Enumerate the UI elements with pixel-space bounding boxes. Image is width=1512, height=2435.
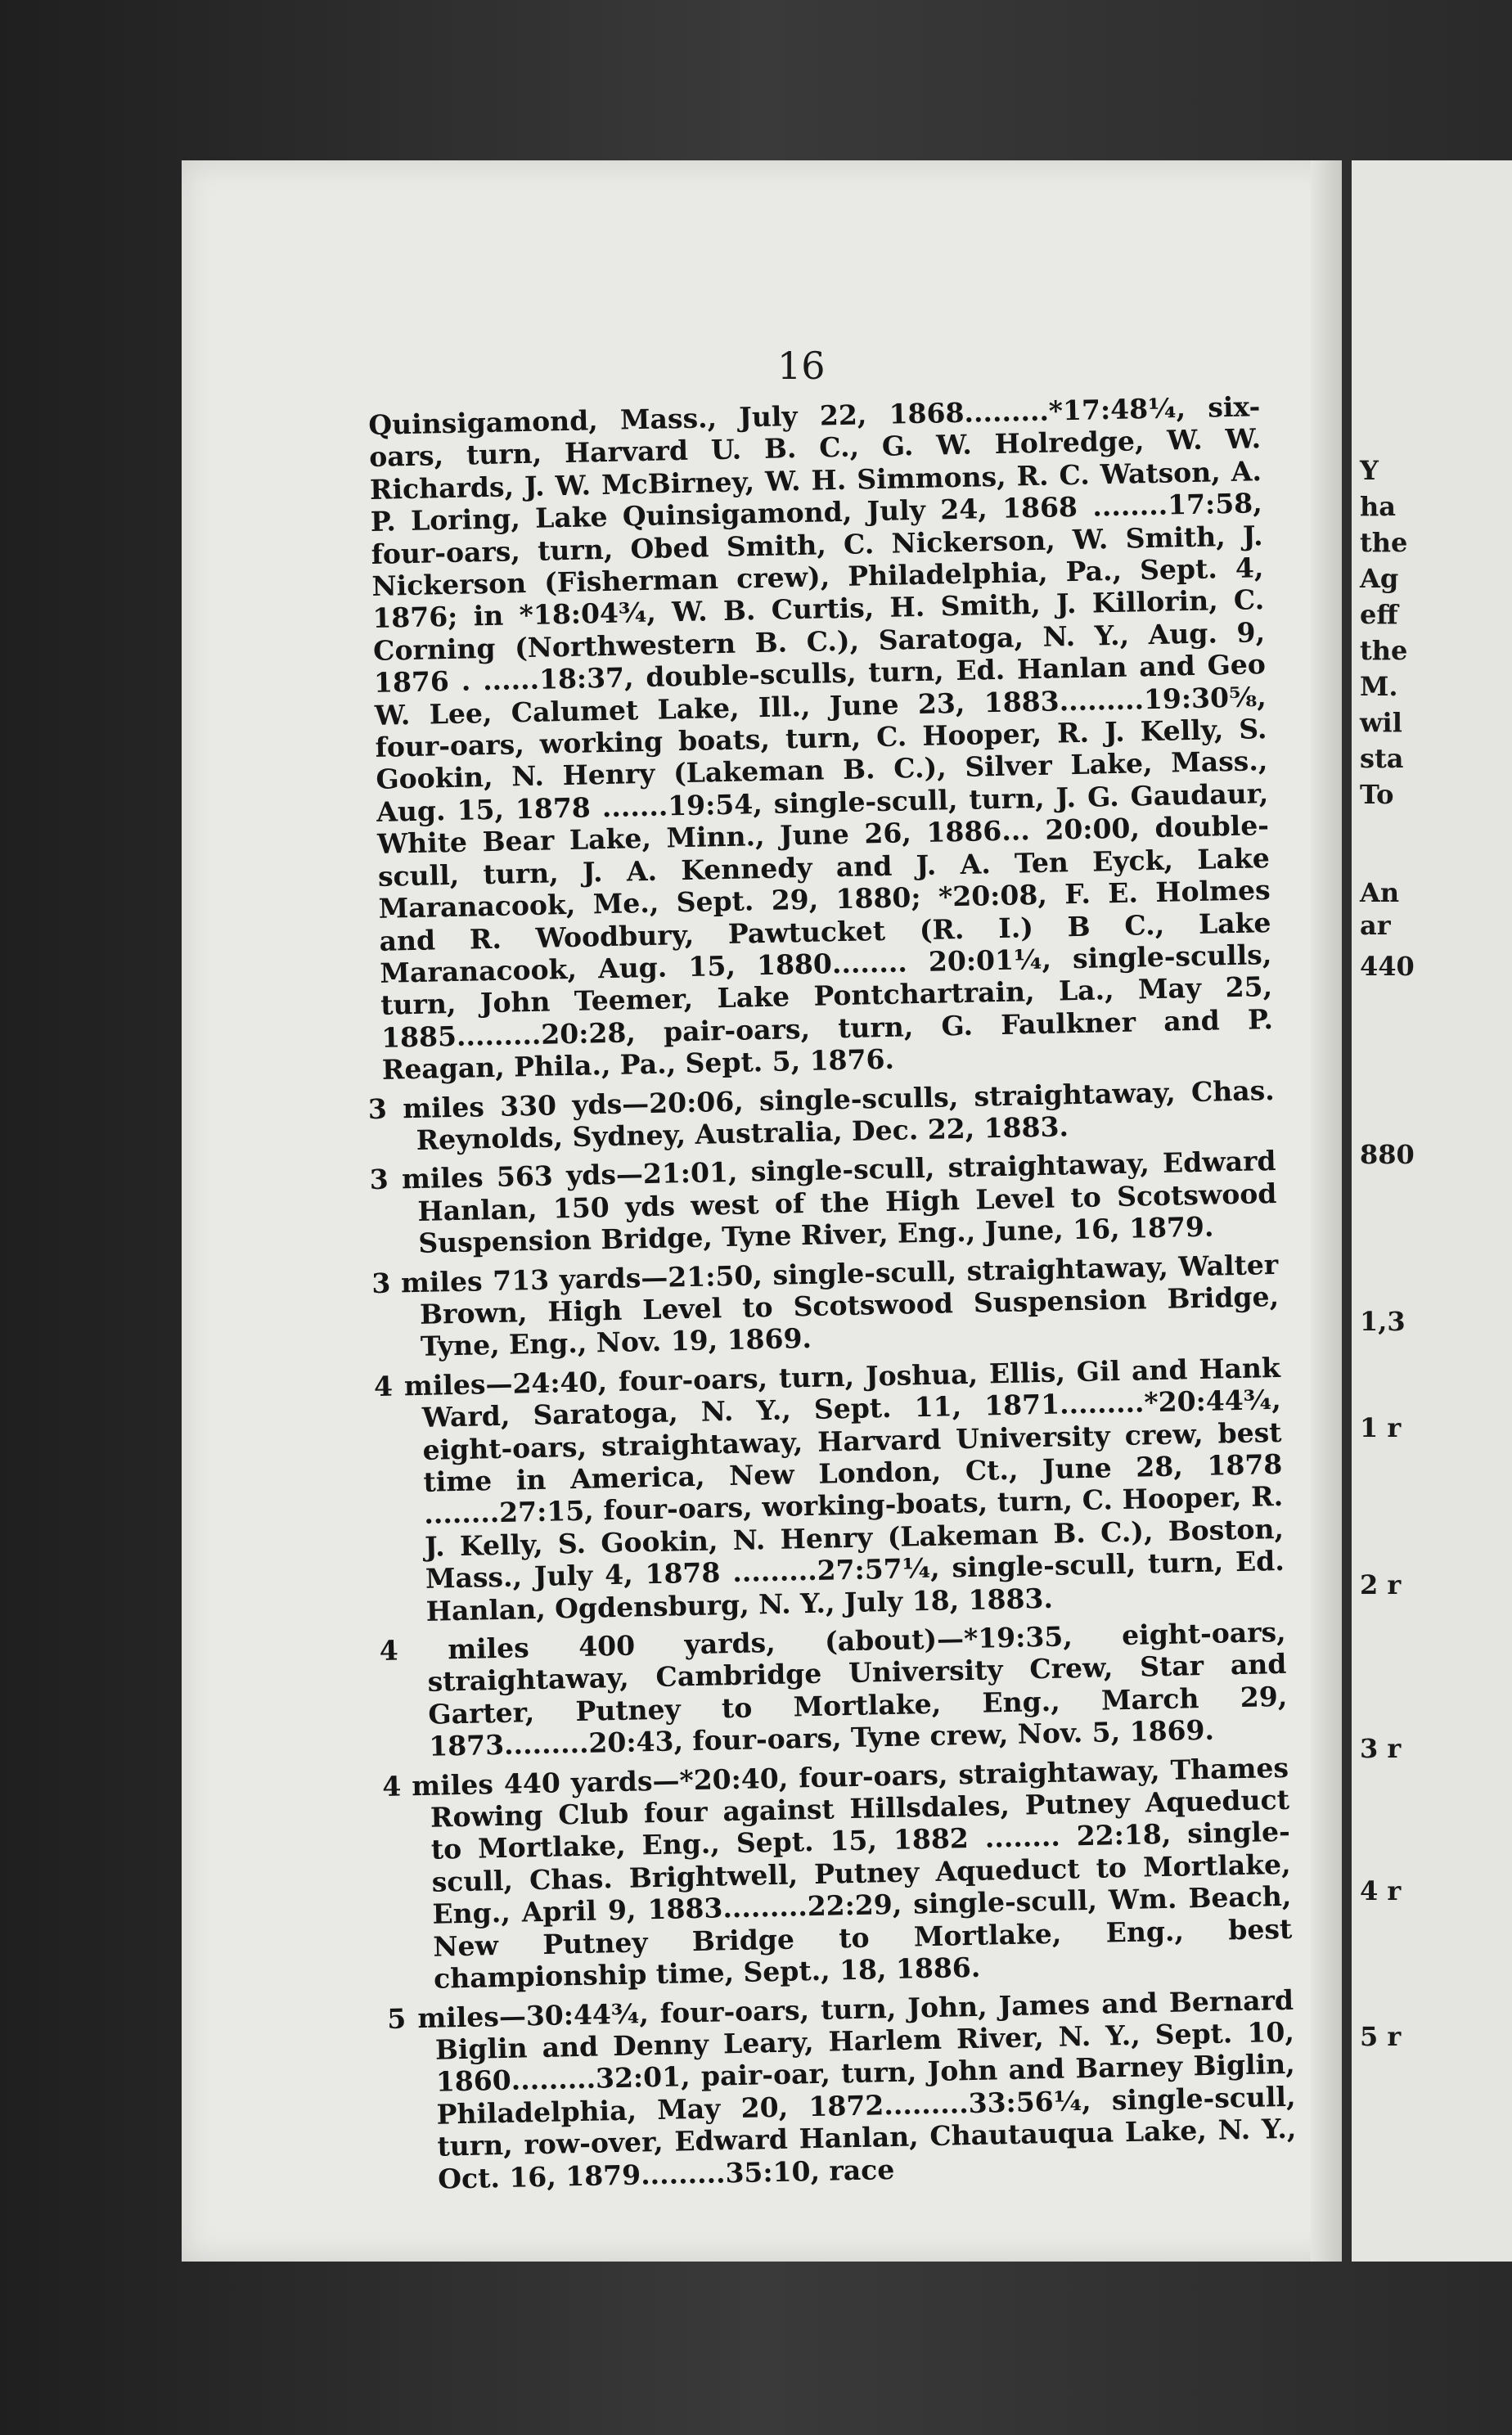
- facing-page-fragment: the: [1360, 635, 1408, 666]
- records-text-block: [368, 390, 1298, 2202]
- record-entry: 4 miles—24:40, four-oars, turn, Joshua, Ellis, Gil and Hank Ward, Saratoga, N. Y., Sept. 11, 1871.........*20:44¾, eight-oars, straightaway, Harvard University crew, best time in America, New London, Ct., June 28, 1878 ........27:15, four-oars, working-boats, turn, C. Hooper, R. J. Kelly, S. Gookin, N. Henry (Lakeman B. C.), Boston, Mass., July 4, 1878 .........27:57¼, single-scull, turn, Ed. Hanlan, Ogdensburg, N. Y., July 18, 1883.: [373, 1351, 1285, 1627]
- facing-page-fragment: 440: [1360, 951, 1415, 982]
- page-number: 16: [777, 344, 826, 388]
- facing-page-fragment: 880: [1360, 1139, 1415, 1170]
- facing-page-fragment: 4 r: [1360, 1875, 1402, 1906]
- facing-page-fragment: 1 r: [1360, 1412, 1402, 1443]
- record-entry: Quinsigamond, Mass., July 22, 1868.........*17:48¼, six-oars, turn, Harvard U. B. C., G. W. Holredge, W. W. Richards, J. W. McBirney, W. H. Simmons, R. C. Watson, A. P. Loring, Lake Quinsigamond, July 24, 1868 ........17:58, four-oars, turn, Obed Smith, C. Nickerson, W. Smith, J. Nickerson (Fisherman crew), Philadelphia, Pa., Sept. 4, 1876; in *18:04¾, W. B. Curtis, H. Smith, J. Killorin, C. Corning (Northwestern B. C.), Saratoga, N. Y., Aug. 9, 1876 . ......18:37, double-sculls, turn, Ed. Hanlan and Geo W. Lee, Calumet Lake, Ill., June 23, 1883.........19:30⅝, four-oars, working boats, turn, C. Hooper, R. J. Kelly, S. Gookin, N. Henry (Lakeman B. C.), Silver Lake, Mass., Aug. 15, 1878 .......19:54, single-scull, turn, J. G. Gaudaur, White Bear Lake, Minn., June 26, 1886... 20:00, double-scull, turn, J. A. Kennedy and J. A. Ten Eyck, Lake Maranacook, Me., Sept. 29, 1880; *20:08, F. E. Holmes and R. Woodbury, Pawtucket (R. I.) B C., Lake Maranacook, Aug. 15, 1880........ 20:01¼, single-sculls, turn, John Teemer, Lake Pontchartrain, La., May 25, 1885.........20:28, pair-oars, turn, G. Faulkner and P. Reagan, Phila., Pa., Sept. 5, 1876.: [368, 390, 1274, 1086]
- right-facing-page: [1352, 160, 1512, 2262]
- record-entry: 3 miles 563 yds—21:01, single-scull, straightaway, Edward Hanlan, 150 yds west of the High Level to Scotswood Suspension Bridge, Tyne River, Eng., June, 16, 1879.: [369, 1145, 1277, 1260]
- facing-page-fragment: 2 r: [1360, 1569, 1402, 1600]
- facing-page-fragment: Ag: [1360, 563, 1399, 594]
- facing-page-fragment: 5 r: [1360, 2021, 1402, 2052]
- record-entry: 4 miles 440 yards—*20:40, four-oars, straightaway, Thames Rowing Club four against Hillsdales, Putney Aqueduct to Mortlake, Eng., Sept. 15, 1882 ........ 22:18, single-scull, Chas. Brightwell, Putney Aqueduct to Mortlake, Eng., April 9, 1883.........22:29, single-scull, Wm. Beach, New Putney Bridge to Mortlake, Eng., best championship time, Sept., 18, 1886.: [381, 1751, 1293, 1995]
- facing-page-fragment: ha: [1360, 491, 1396, 522]
- facing-page-fragment: eff: [1360, 599, 1398, 630]
- facing-page-fragment: 1,3: [1360, 1306, 1406, 1337]
- facing-page-fragment: M.: [1360, 671, 1398, 702]
- facing-page-fragment: sta: [1360, 743, 1404, 774]
- facing-page-fragment: ar: [1360, 910, 1391, 941]
- facing-page-fragment: the: [1360, 527, 1408, 558]
- record-entry: 3 miles 713 yards—21:50, single-scull, straightaway, Walter Brown, High Level to Scotswood Suspension Bridge, Tyne, Eng., Nov. 19, 1869.: [371, 1248, 1280, 1363]
- record-entry: 4 miles 400 yards, (about)—*19:35, eight-oars, straightaway, Cambridge University Crew, Star and Garter, Putney to Mortlake, Eng., March 29, 1873.........20:43, four-oars, Tyne crew, Nov. 5, 1869.: [379, 1615, 1288, 1763]
- record-entry: 5 miles—30:44¾, four-oars, turn, John, James and Bernard Biglin and Denny Leary, Harlem River, N. Y., Sept. 10, 1860.........32:01, pair-oar, turn, John and Barney Biglin, Philadelphia, May 20, 1872.........33:56¼, single-scull, turn, row-over, Edward Hanlan, Chautauqua Lake, N. Y., Oct. 16, 1879.........35:10, race: [386, 1983, 1297, 2195]
- page-gutter-shadow: [1311, 160, 1342, 2262]
- record-entry: 3 miles 330 yds—20:06, single-sculls, straightaway, Chas. Reynolds, Sydney, Australia, Dec. 22, 1883.: [367, 1073, 1276, 1156]
- facing-page-fragment: 3 r: [1360, 1733, 1402, 1764]
- facing-page-fragment: An: [1360, 877, 1400, 908]
- facing-page-fragment: To: [1360, 779, 1394, 810]
- facing-page-fragment: wil: [1360, 707, 1402, 738]
- facing-page-fragment: Y: [1360, 455, 1379, 486]
